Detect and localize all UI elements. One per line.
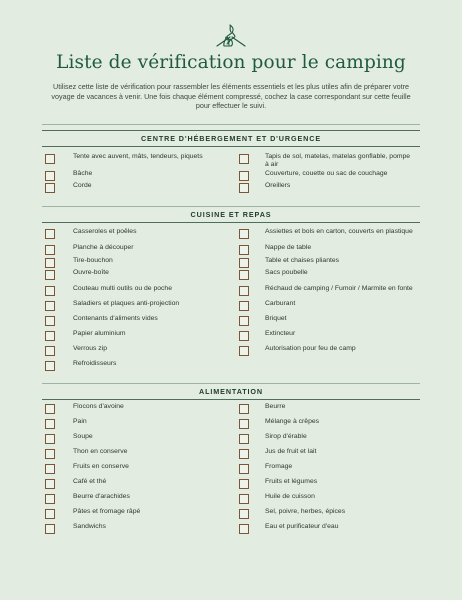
section-title: ALIMENTATION [198,387,264,396]
checklist-item-label: Autorisation pour feu de camp [265,345,356,352]
checklist-item-label: Fruits et légumes [265,478,318,485]
checkbox[interactable] [239,479,249,489]
checkbox[interactable] [239,301,249,311]
checkbox[interactable] [239,270,249,280]
checkbox[interactable] [239,346,249,356]
checkbox[interactable] [239,245,249,255]
checkbox[interactable] [45,316,55,326]
checklist-item-label: Tente avec auvent, mâts, tendeurs, piquets [73,153,203,160]
checklist-item-label: Extincteur [265,330,296,337]
checkbox[interactable] [239,331,249,341]
checkbox[interactable] [45,479,55,489]
checkbox[interactable] [239,434,249,444]
checkbox[interactable] [45,301,55,311]
checklist-item-label: Thon en conserve [73,448,128,455]
campfire-marshmallow-icon [214,24,248,50]
checkbox[interactable] [45,270,55,280]
checklist-item-label: Carburant [265,300,296,307]
checkbox[interactable] [45,171,55,181]
checkbox[interactable] [239,183,249,193]
checkbox[interactable] [45,361,55,371]
section-divider [42,124,420,125]
section-title: CENTRE D'HÉBERGEMENT ET D'URGENCE [140,134,322,143]
checkbox[interactable] [45,434,55,444]
checklist-item-label: Bâche [73,170,93,177]
checklist-item-label: Pâtes et fromage râpé [73,508,141,515]
checklist-item-label: Tapis de sol, matelas, matelas gonflable, pompe à air [265,153,411,168]
checkbox[interactable] [45,464,55,474]
checklist-item-label: Couverture, couette ou sac de couchage [265,170,388,177]
checklist-item-label: Nappe de table [265,244,312,251]
checklist-item-label: Fruits en conserve [73,463,129,470]
checkbox[interactable] [239,229,249,239]
checklist-item-label: Planche à découper [73,244,134,251]
checklist-item-label: Sirop d'érable [265,433,307,440]
checklist-item-label: Mélange à crêpes [265,418,320,425]
checklist-item-label: Jus de fruit et lait [265,448,317,455]
checkbox[interactable] [45,449,55,459]
checkbox[interactable] [239,524,249,534]
checklist-item-label: Contenants d'aliments vides [73,315,158,322]
checklist-item-label: Refroidisseurs [73,360,117,367]
checkbox[interactable] [239,258,249,268]
checkbox[interactable] [239,494,249,504]
section-divider [42,206,420,207]
checkbox[interactable] [239,509,249,519]
checklist-item-label: Couteau multi outils ou de poche [73,285,172,292]
section-divider [42,383,420,384]
checklist-item-label: Ouvre-boîte [73,269,109,276]
checkbox[interactable] [45,419,55,429]
checkbox[interactable] [45,509,55,519]
checklist-item-label: Fromage [265,463,293,470]
checklist-item-label: Assiettes et bols en carton, couverts en plastique [265,228,413,235]
checkbox[interactable] [45,229,55,239]
checklist-item-label: Beurre d'arachides [73,493,130,500]
checklist-item-label: Table et chaises pliantes [265,257,340,264]
checklist-item-label: Pain [73,418,87,425]
checklist-item-label: Corde [73,182,92,189]
checklist-item-label: Casseroles et poêles [73,228,137,235]
checkbox[interactable] [239,154,249,164]
page-title: Liste de vérification pour le camping [56,52,406,73]
checklist-item-label: Beurre [265,403,286,410]
section-title: CUISINE ET REPAS [190,210,272,219]
checkbox[interactable] [239,171,249,181]
checklist-item-label: Eau et purificateur d'eau [265,523,339,530]
checklist-item-label: Huile de cuisson [265,493,315,500]
checkbox[interactable] [239,419,249,429]
checklist-item-label: Réchaud de camping / Fumoir / Marmite en fonte [265,285,413,292]
checklist-item-label: Saladiers et plaques anti-projection [73,300,180,307]
section-divider [42,130,420,131]
section-divider [42,146,420,147]
checkbox[interactable] [45,154,55,164]
checklist-item-label: Papier aluminium [73,330,126,337]
checklist-item-label: Sandwichs [73,523,106,530]
checkbox[interactable] [239,286,249,296]
checkbox[interactable] [45,346,55,356]
checkbox[interactable] [45,183,55,193]
intro-text: Utilisez cette liste de vérification pour rassembler les éléments essentiels et les plus utiles afin de préparer votre voyage de vacances à venir. Une fois chaque élément compressé, cochez la case correspondant sur cette feuille pour effectuer le suivi. [51,82,411,111]
checkbox[interactable] [239,449,249,459]
checklist-item-label: Café et thé [73,478,107,485]
checklist-item-label: Flocons d'avoine [73,403,124,410]
checklist-item-label: Briquet [265,315,287,322]
checkbox[interactable] [45,331,55,341]
checklist-item-label: Verrous zip [73,345,108,352]
checklist-item-label: Sel, poivre, herbes, épices [265,508,346,515]
checklist-item-label: Oreillers [265,182,291,189]
checkbox[interactable] [45,404,55,414]
section-divider [42,399,420,400]
checkbox[interactable] [239,316,249,326]
checkbox[interactable] [45,494,55,504]
checkbox[interactable] [45,258,55,268]
checkbox[interactable] [239,464,249,474]
checkbox[interactable] [45,524,55,534]
checkbox[interactable] [239,404,249,414]
checkbox[interactable] [45,286,55,296]
section-divider [42,222,420,223]
checklist-item-label: Soupe [73,433,93,440]
checklist-item-label: Sacs poubelle [265,269,308,276]
checkbox[interactable] [45,245,55,255]
checklist-item-label: Tire-bouchon [73,257,113,264]
